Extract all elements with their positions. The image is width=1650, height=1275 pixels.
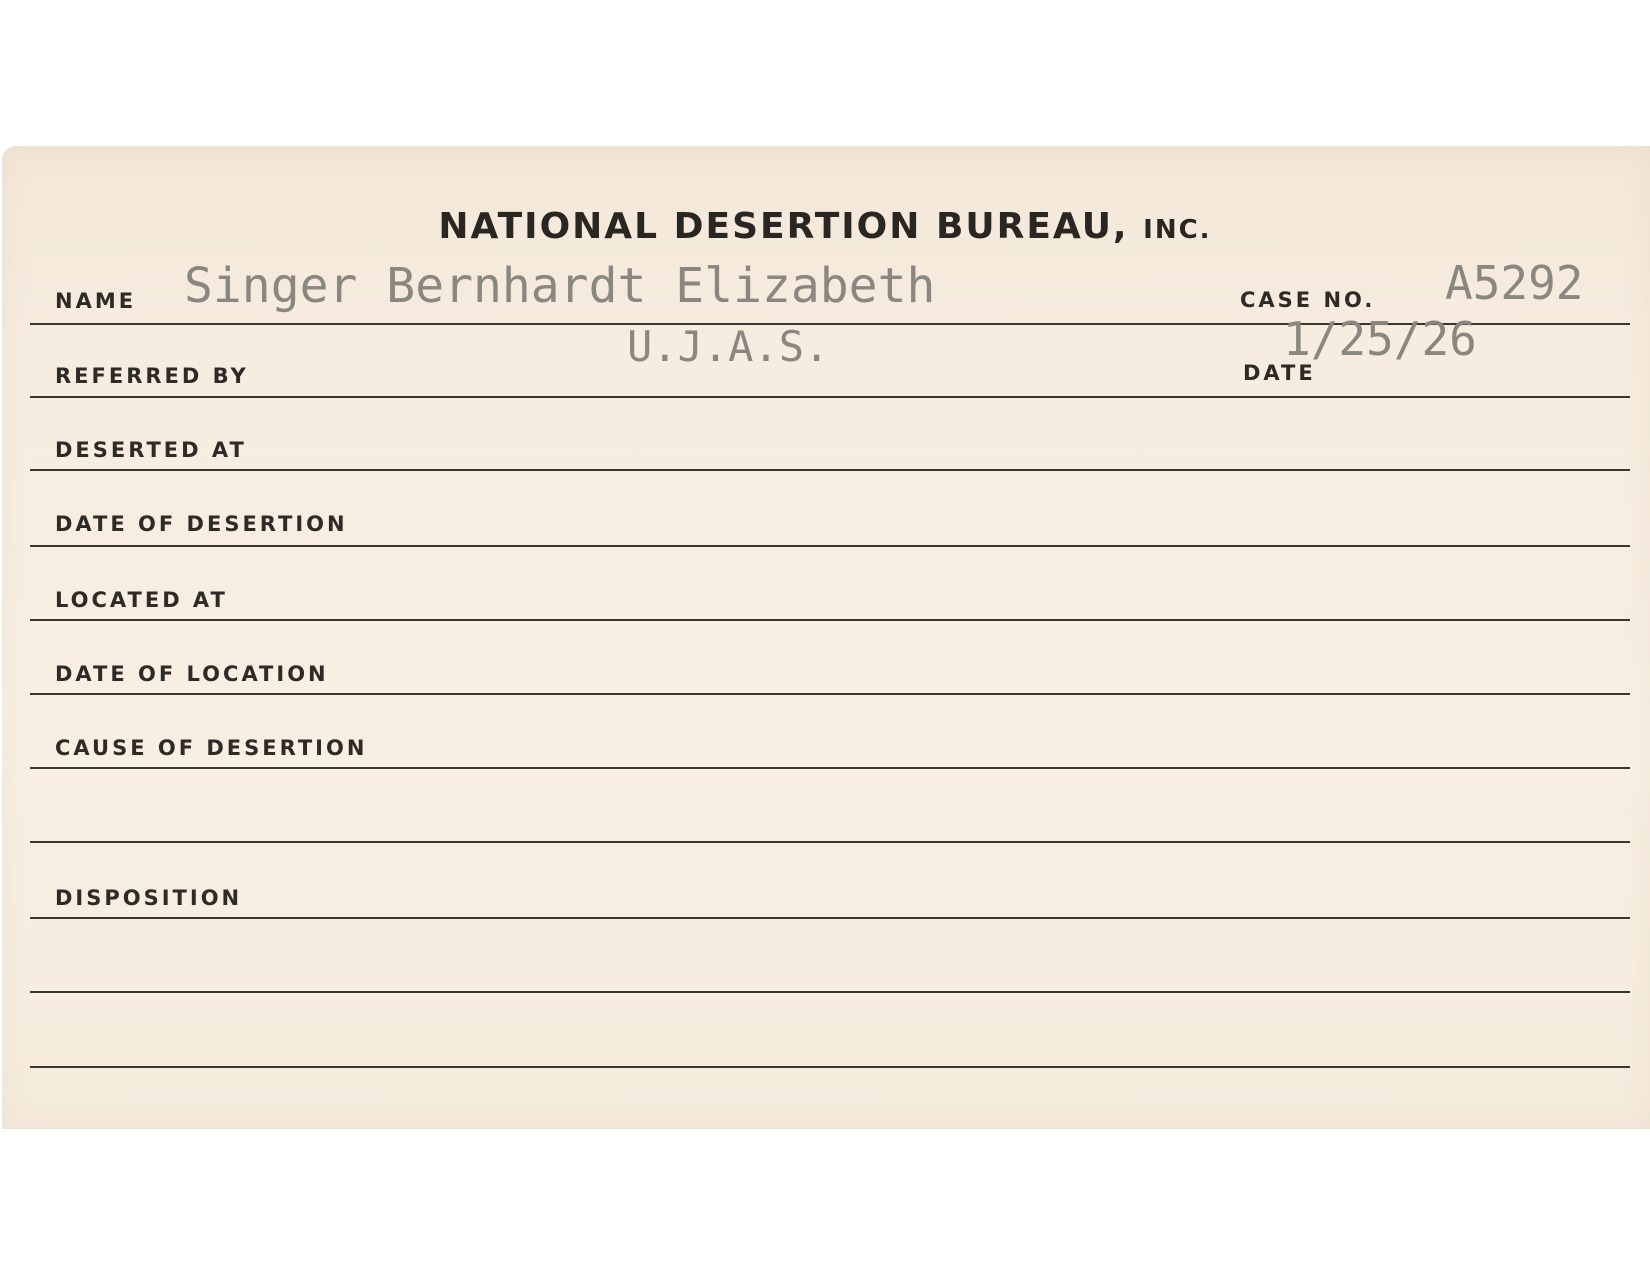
disposition-rule [30,917,1630,919]
name-label: NAME [55,289,137,313]
disposition-label: DISPOSITION [55,886,243,910]
referred-by-rule [30,396,1630,398]
blank-rule-2 [30,991,1630,993]
name-entry: Singer Bernhardt Elizabeth [184,258,936,314]
card-title-main: NATIONAL DESERTION BUREAU, [438,206,1129,247]
case-no-label: CASE NO. [1240,288,1376,312]
date-of-location-label: DATE OF LOCATION [55,662,329,686]
card-title [0,206,1650,247]
date-of-desertion-rule [30,545,1630,547]
referred-by-label: REFERRED BY [55,364,249,388]
date-entry: 1/25/26 [1283,312,1477,366]
located-at-rule [30,619,1630,621]
referred-by-entry: U.J.A.S. [627,322,830,371]
blank-rule-1 [30,841,1630,843]
card-title-suffix: INC. [1143,215,1212,245]
cause-of-desertion-rule [30,767,1630,769]
blank-rule-3 [30,1066,1630,1068]
located-at-label: LOCATED AT [55,588,228,612]
cause-of-desertion-label: CAUSE OF DESERTION [55,736,368,760]
case-no-entry: A5292 [1445,256,1584,310]
date-label: DATE [1243,361,1316,385]
date-of-desertion-label: DATE OF DESERTION [55,512,348,536]
deserted-at-label: DESERTED AT [55,438,247,462]
date-of-location-rule [30,693,1630,695]
deserted-at-rule [30,469,1630,471]
